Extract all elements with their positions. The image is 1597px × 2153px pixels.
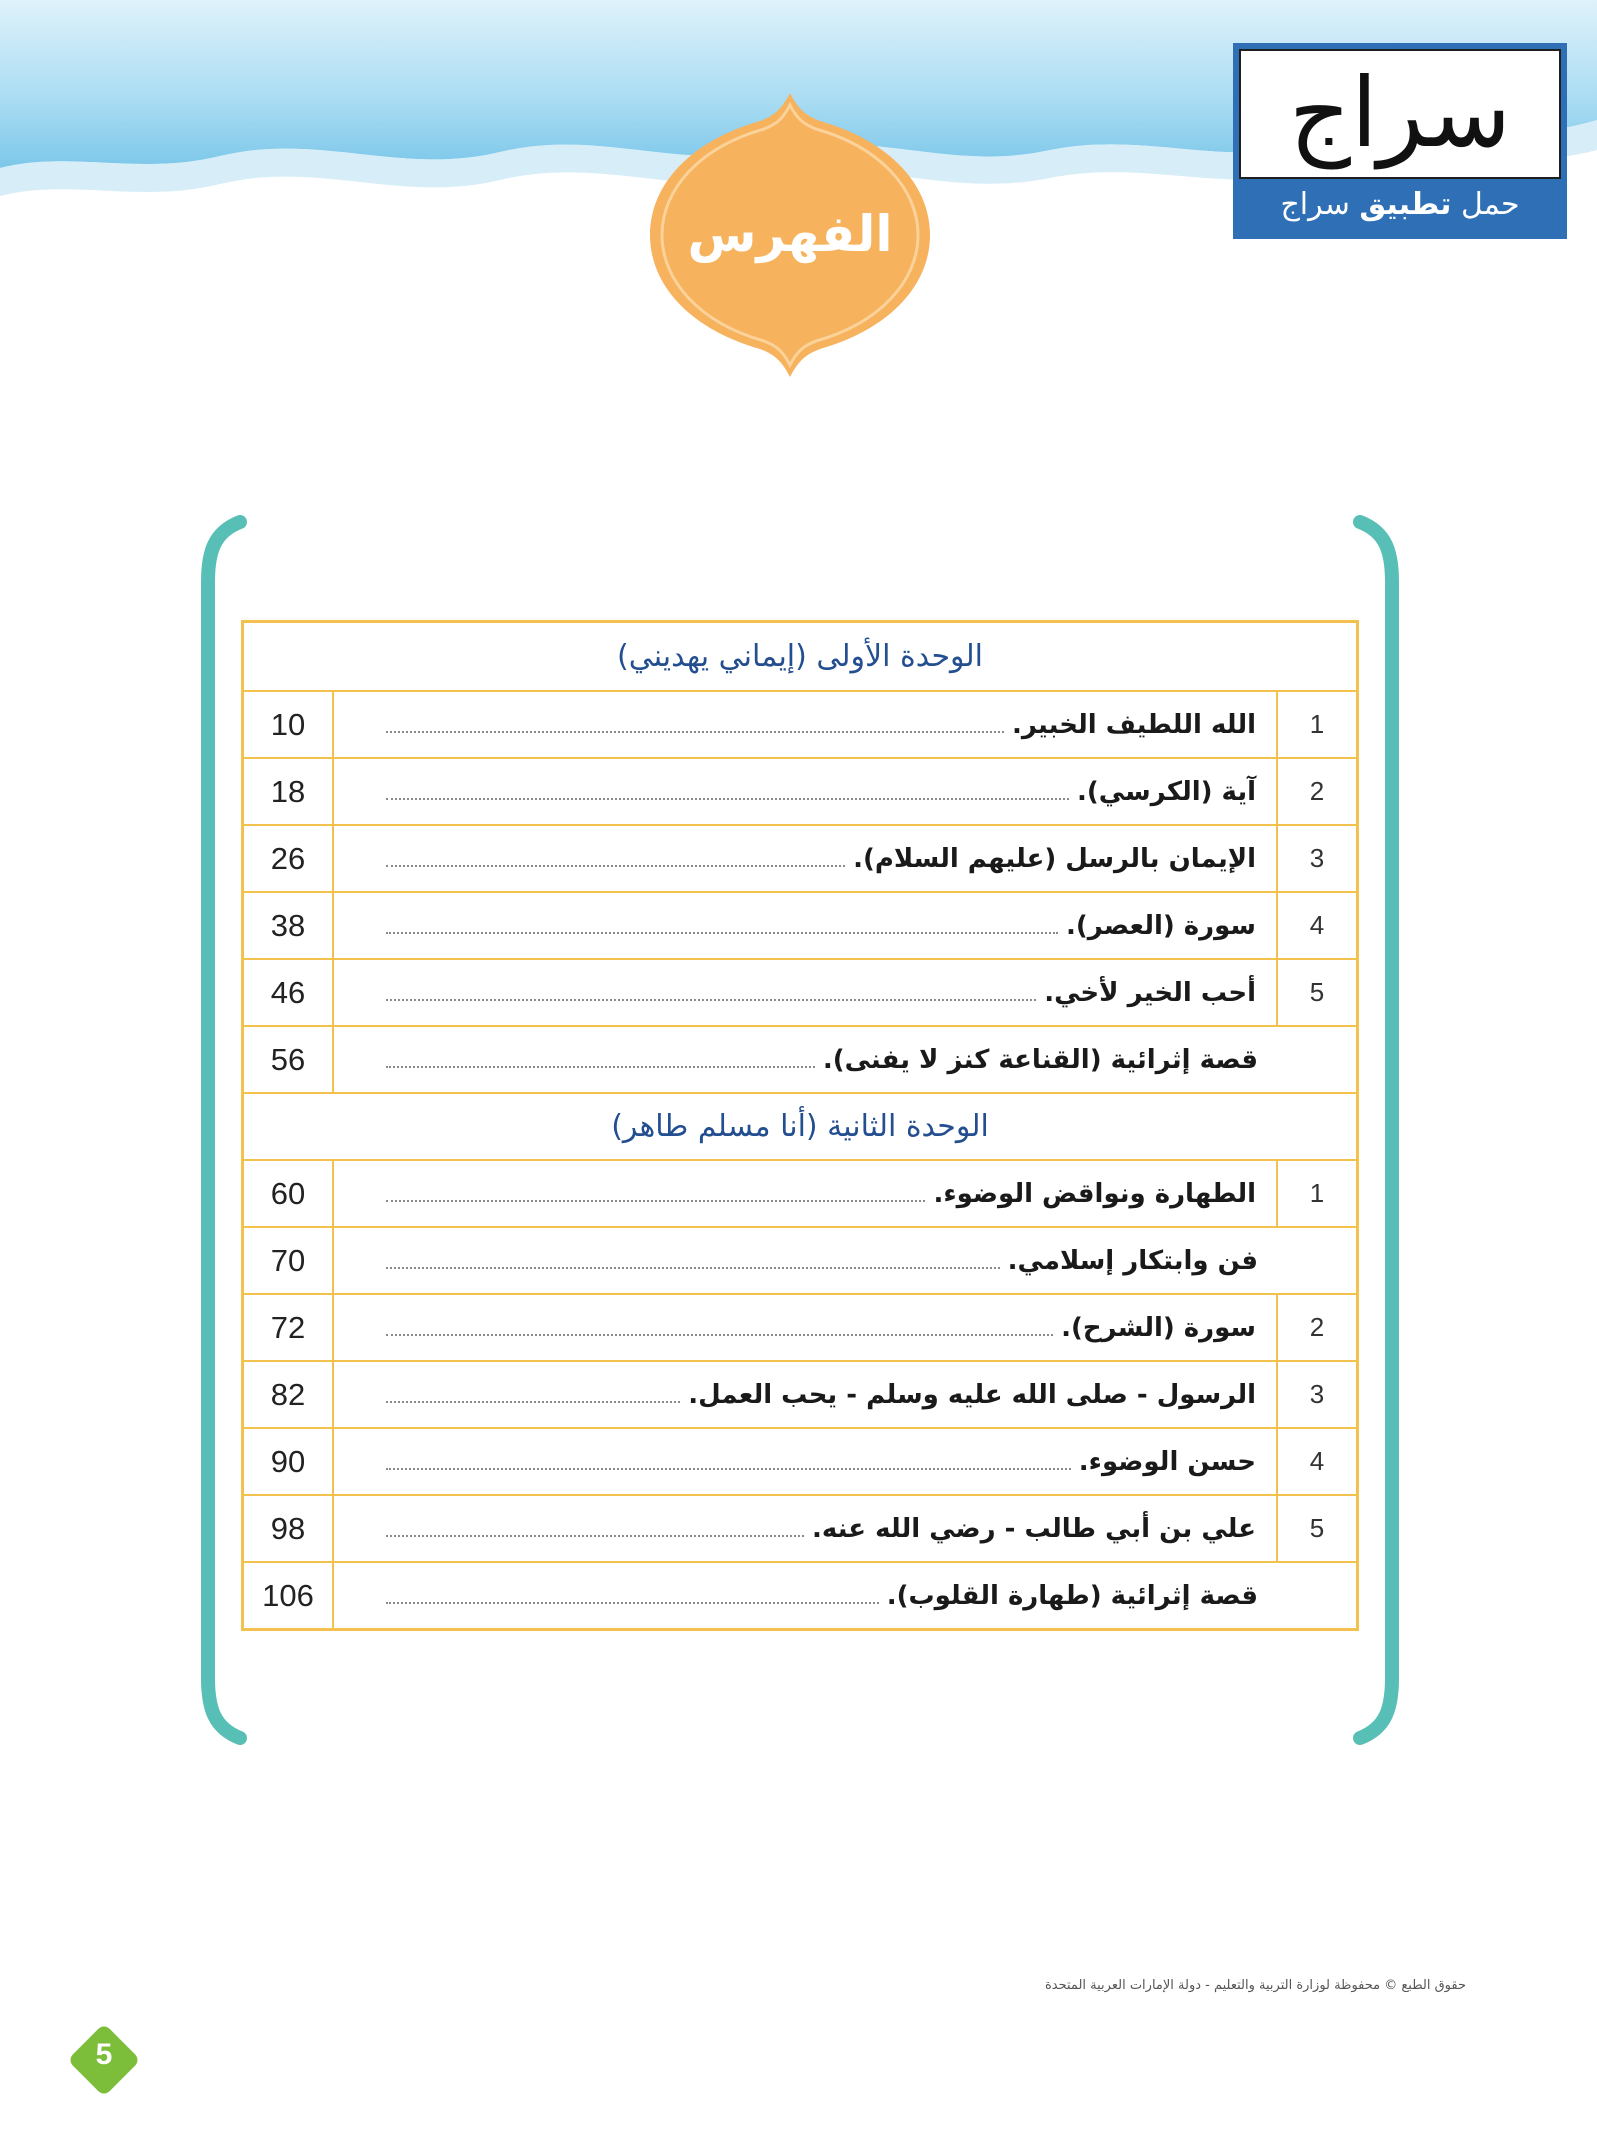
dot-leader (386, 1200, 925, 1202)
page-ref: 82 (244, 1362, 334, 1427)
toc-row[interactable] (244, 958, 1356, 1025)
logo-caption-suffix: سراج (1280, 187, 1350, 222)
page-ref: 26 (244, 826, 334, 891)
copyright-notice: حقوق الطبع © محفوظة لوزارة التربية والتعليم - دولة الإمارات العربية المتحدة (1044, 1978, 1466, 1993)
lesson-number (1278, 1563, 1356, 1628)
page-ref: 46 (244, 960, 334, 1025)
dot-leader (386, 1334, 1053, 1336)
lesson-title-cell (334, 1496, 1276, 1561)
toc-row[interactable] (244, 690, 1356, 757)
lesson-title: فن وابتكار إسلامي. (1007, 1245, 1258, 1276)
page-ref: 10 (244, 692, 334, 757)
toc-row[interactable] (244, 891, 1356, 958)
dot-leader (386, 1468, 1071, 1470)
toc-row[interactable] (244, 824, 1356, 891)
lesson-number: 3 (1276, 826, 1356, 891)
logo-wordmark: سراج (1239, 49, 1561, 179)
dot-leader (386, 1535, 804, 1537)
dot-leader (386, 1602, 879, 1604)
dot-leader (386, 1066, 815, 1068)
lesson-number: 1 (1276, 692, 1356, 757)
table-of-contents (241, 620, 1359, 1631)
page-ref: 98 (244, 1496, 334, 1561)
toc-row[interactable] (244, 757, 1356, 824)
lesson-title: سورة (الشرح). (1061, 1312, 1256, 1343)
page-title: الفهرس (687, 205, 893, 263)
lesson-title-cell (334, 893, 1276, 958)
toc-row[interactable] (244, 1427, 1356, 1494)
lesson-title: حسن الوضوء. (1078, 1446, 1256, 1477)
toc-row[interactable] (244, 1025, 1356, 1092)
dot-leader (386, 1401, 680, 1403)
unit-header-1 (244, 623, 1356, 690)
page-ref: 90 (244, 1429, 334, 1494)
lesson-number: 1 (1276, 1161, 1356, 1226)
lesson-title-cell (334, 759, 1276, 824)
toc-row[interactable] (244, 1159, 1356, 1226)
dot-leader (386, 798, 1069, 800)
lesson-title-cell (334, 1362, 1276, 1427)
unit-header-2 (244, 1092, 1356, 1159)
dot-leader (386, 932, 1058, 934)
page-ref: 38 (244, 893, 334, 958)
lesson-title: الطهارة ونواقض الوضوء. (933, 1178, 1256, 1209)
lesson-title: الرسول - صلى الله عليه وسلم - يحب العمل. (688, 1379, 1256, 1410)
toc-row[interactable] (244, 1226, 1356, 1293)
page-ref: 106 (244, 1563, 334, 1628)
lesson-number: 3 (1276, 1362, 1356, 1427)
lesson-title-cell (334, 1228, 1278, 1293)
unit-2-title: الوحدة الثانية (أنا مسلم طاهر) (611, 1109, 989, 1144)
lesson-number (1278, 1027, 1356, 1092)
logo-caption-bold: تطبيق (1359, 187, 1452, 222)
dot-leader (386, 731, 1004, 733)
lesson-number: 2 (1276, 1295, 1356, 1360)
lesson-title-cell (334, 826, 1276, 891)
page-ref: 70 (244, 1228, 334, 1293)
lesson-number: 5 (1276, 1496, 1356, 1561)
lesson-title-cell (334, 1429, 1276, 1494)
page-ref: 60 (244, 1161, 334, 1226)
page-ref: 18 (244, 759, 334, 824)
lesson-title: أحب الخير لأخي. (1044, 977, 1256, 1008)
lesson-number: 4 (1276, 1429, 1356, 1494)
lesson-title-cell (334, 692, 1276, 757)
lesson-number: 5 (1276, 960, 1356, 1025)
lesson-title-cell (334, 960, 1276, 1025)
toc-row[interactable] (244, 1293, 1356, 1360)
page-number: 5 (95, 2038, 113, 2071)
lesson-number: 2 (1276, 759, 1356, 824)
toc-row[interactable] (244, 1561, 1356, 1628)
dot-leader (386, 1267, 1000, 1269)
lesson-title-cell (334, 1295, 1276, 1360)
dot-leader (386, 999, 1036, 1001)
lesson-title: آية (الكرسي). (1077, 776, 1256, 807)
lesson-title: قصة إثرائية (القناعة كنز لا يفنى). (822, 1044, 1258, 1075)
lesson-title-cell (334, 1563, 1278, 1628)
unit-1-title: الوحدة الأولى (إيماني يهديني) (617, 639, 983, 674)
lesson-title: سورة (العصر). (1065, 910, 1256, 941)
lesson-title: الله اللطيف الخبير. (1011, 709, 1256, 740)
siraj-logo (1233, 43, 1567, 239)
page-ref: 72 (244, 1295, 334, 1360)
lesson-title: علي بن أبي طالب - رضي الله عنه. (812, 1513, 1256, 1544)
toc-row[interactable] (244, 1494, 1356, 1561)
dot-leader (386, 865, 845, 867)
logo-caption-prefix: حمل (1460, 187, 1520, 222)
lesson-title-cell (334, 1027, 1278, 1092)
lesson-title-cell (334, 1161, 1276, 1226)
page-ref: 56 (244, 1027, 334, 1092)
lesson-number (1278, 1228, 1356, 1293)
lesson-number: 4 (1276, 893, 1356, 958)
lesson-title: قصة إثرائية (طهارة القلوب). (886, 1580, 1258, 1611)
lesson-title: الإيمان بالرسل (عليهم السلام). (853, 843, 1256, 874)
logo-caption (1233, 187, 1567, 222)
toc-row[interactable] (244, 1360, 1356, 1427)
